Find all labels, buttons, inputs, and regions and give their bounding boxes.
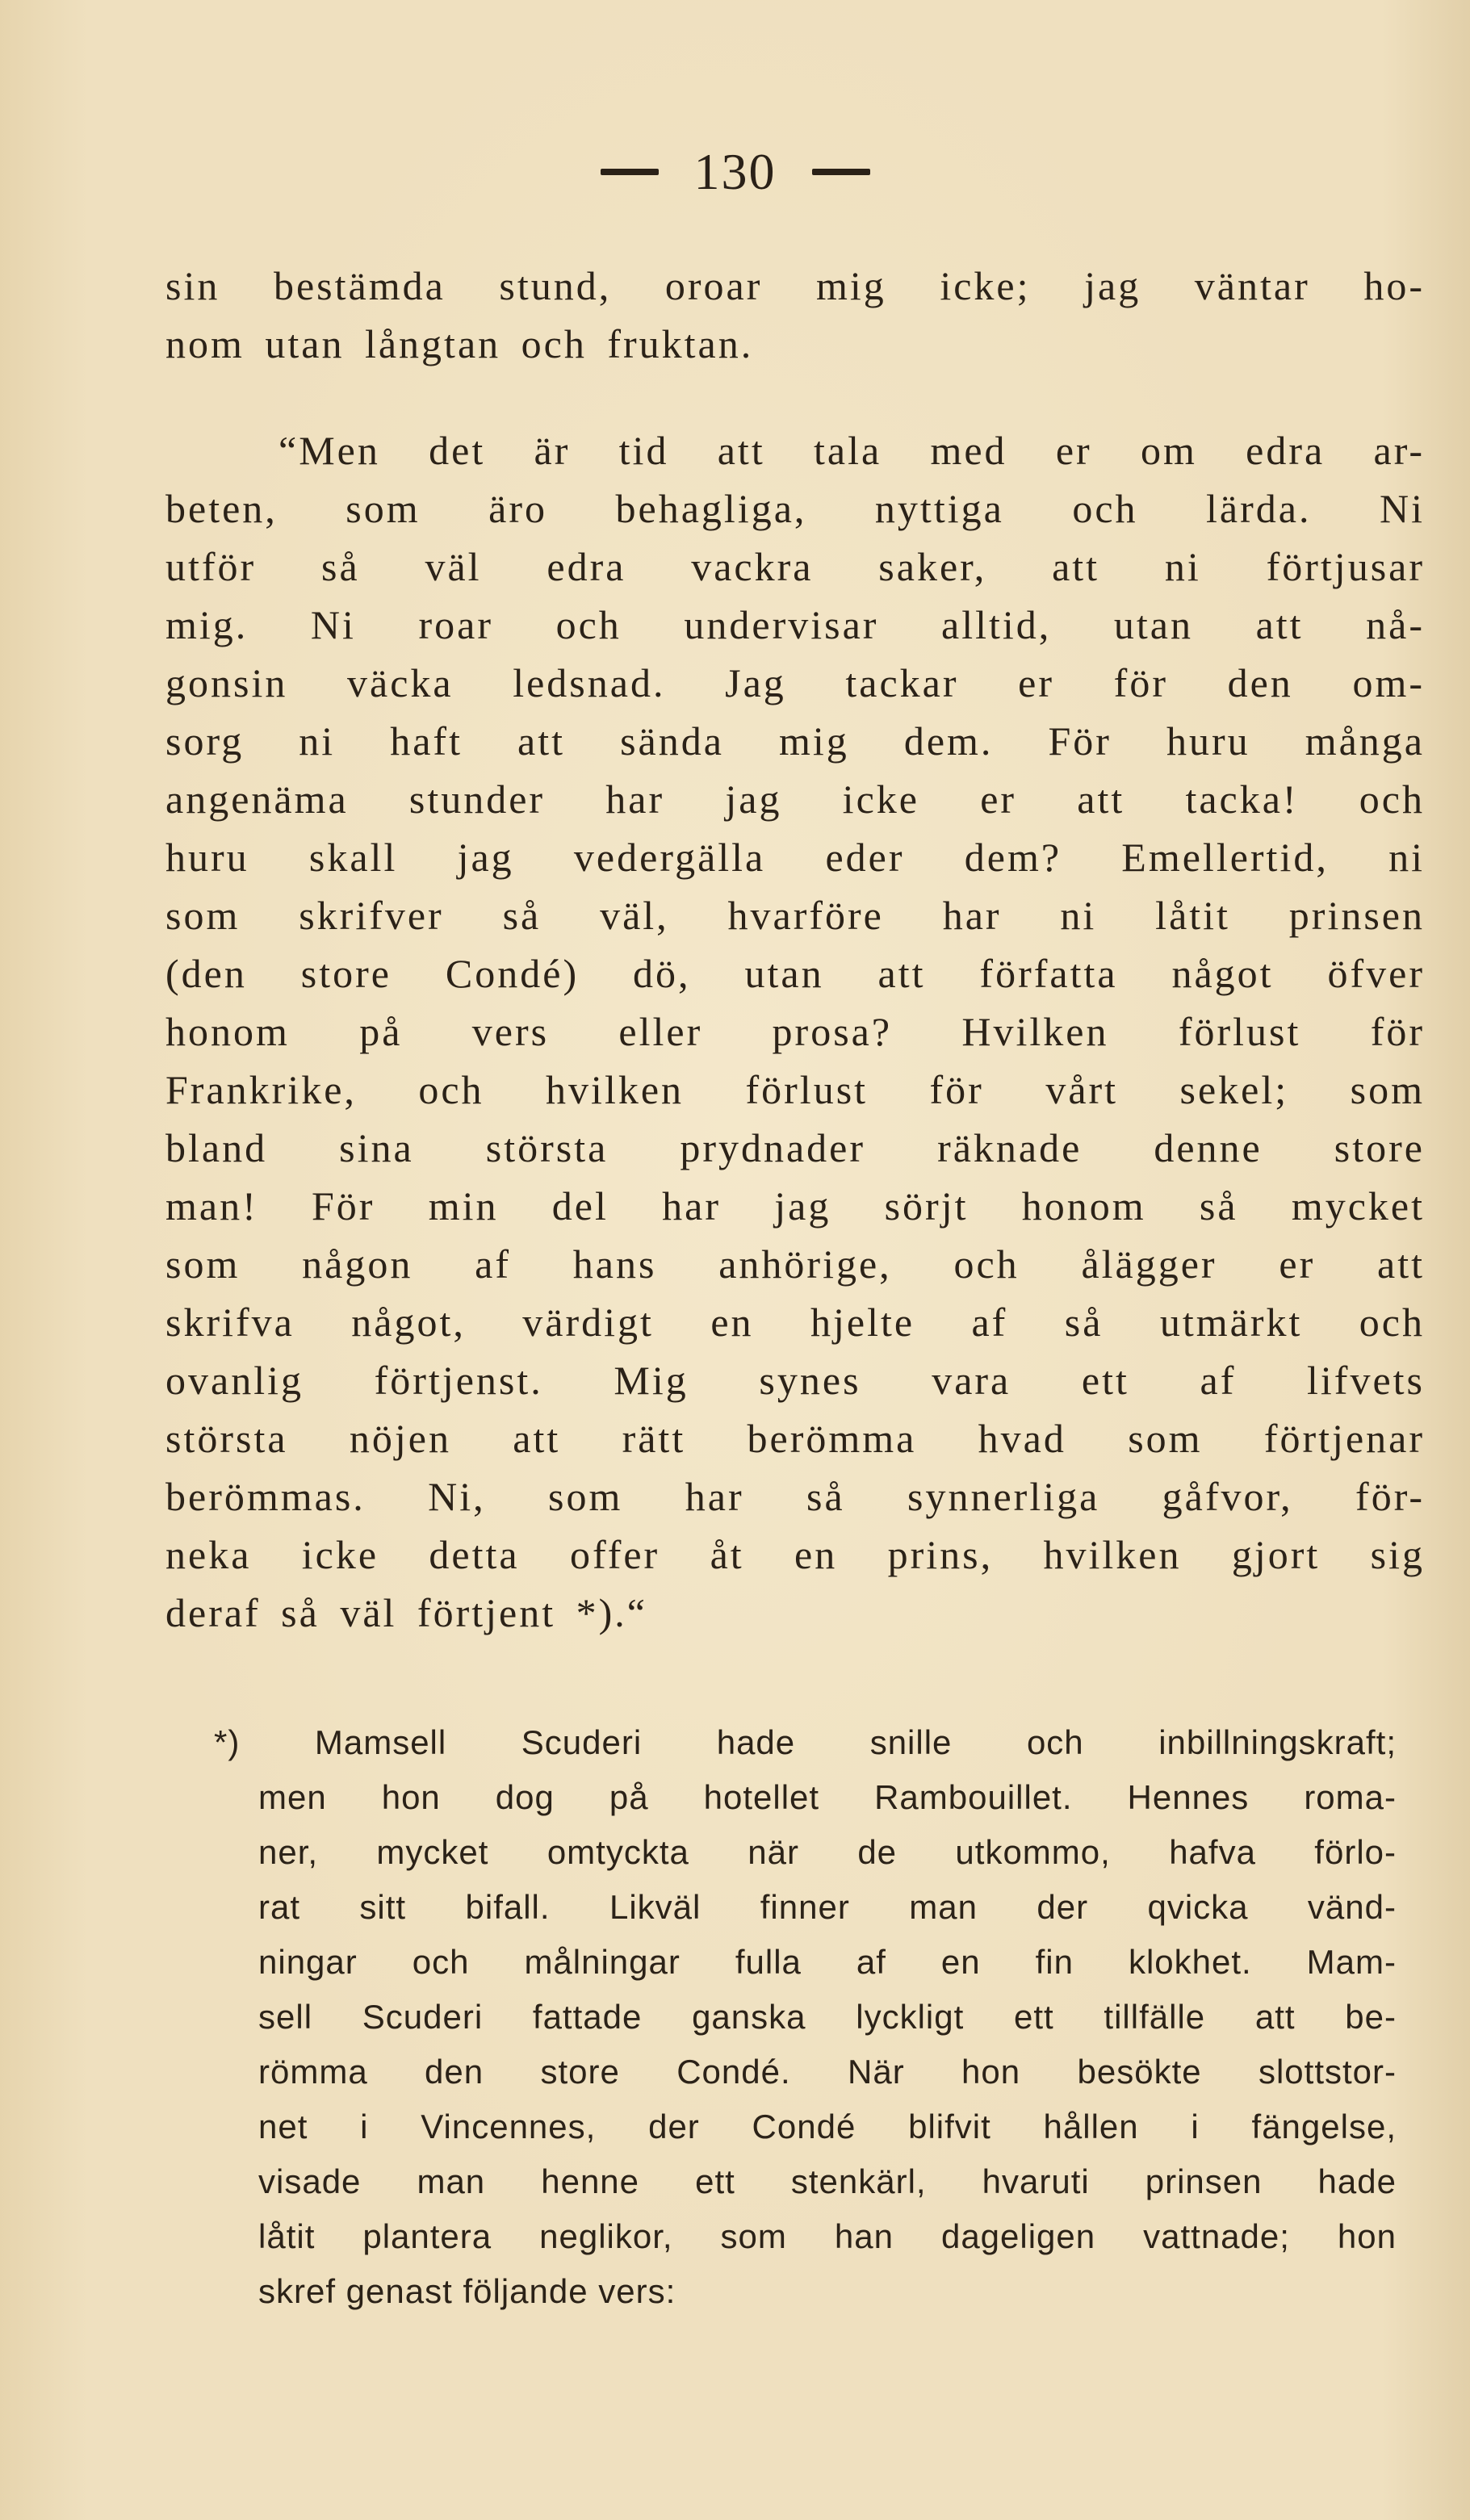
text-line: (den store Condé) dö, utan att författa något öfver bbox=[165, 951, 1425, 996]
footnote-line: net i Vincennes, der Condé blifvit hållen i fängelse, bbox=[258, 2108, 1397, 2145]
main-text bbox=[165, 257, 1425, 1642]
footnote-line: visade man henne ett stenkärl, hvaruti prinsen hade bbox=[258, 2162, 1397, 2200]
text-line: bland sina största prydnader räknade denne store bbox=[165, 1125, 1425, 1170]
footnote-line: sell Scuderi fattade ganska lyckligt ett tillfälle att be- bbox=[258, 1998, 1397, 2036]
footnote-line: låtit plantera neglikor, som han dageligen vattnade; hon bbox=[258, 2217, 1397, 2255]
text-line: nom utan långtan och fruktan. bbox=[165, 321, 754, 366]
text-line: berömmas. Ni, som har så synnerliga gåfvor, för- bbox=[165, 1474, 1425, 1519]
text-line: sin bestämda stund, oroar mig icke; jag väntar ho- bbox=[165, 263, 1425, 308]
text-line: som skrifver så väl, hvarföre har ni låtit prinsen bbox=[165, 893, 1425, 938]
text-line: beten, som äro behagliga, nyttiga och lärda. Ni bbox=[165, 486, 1425, 531]
text-line: utför så väl edra vackra saker, att ni förtjusar bbox=[165, 544, 1425, 589]
footnote-line: ner, mycket omtyckta när de utkommo, hafva förlo- bbox=[258, 1833, 1397, 1871]
text-line: honom på vers eller prosa? Hvilken förlust för bbox=[165, 1009, 1425, 1054]
paragraph-gap bbox=[165, 373, 1425, 421]
right-dash-ornament bbox=[812, 169, 870, 175]
left-dash-ornament bbox=[601, 169, 659, 175]
text-line: deraf så väl förtjent *).“ bbox=[165, 1590, 647, 1635]
page-number: 130 bbox=[693, 143, 777, 201]
text-line: man! För min del har jag sörjt honom så mycket bbox=[165, 1183, 1425, 1229]
text-line: gonsin väcka ledsnad. Jag tackar er för den om- bbox=[165, 660, 1425, 705]
text-line: neka icke detta offer åt en prins, hvilken gjort sig bbox=[165, 1532, 1425, 1577]
text-line: angenäma stunder har jag icke er att tacka! och bbox=[165, 777, 1425, 822]
footnote bbox=[214, 1715, 1397, 2319]
text-line: Frankrike, och hvilken förlust för vårt sekel; som bbox=[165, 1067, 1425, 1112]
footnote-line: skref genast följande vers: bbox=[258, 2272, 676, 2310]
text-line: skrifva något, värdigt en hjelte af så utmärkt och bbox=[165, 1300, 1425, 1345]
page-header bbox=[0, 137, 1470, 202]
footnote-line: ningar och målningar fulla af en fin klokhet. Mam- bbox=[258, 1943, 1397, 1981]
text-line: sorg ni haft att sända mig dem. För huru många bbox=[165, 718, 1425, 764]
footnote-line: rat sitt bifall. Likväl finner man der qvicka vänd- bbox=[258, 1888, 1397, 1926]
text-line: som någon af hans anhörige, och ålägger er att bbox=[165, 1241, 1425, 1287]
text-line: ovanlig förtjenst. Mig synes vara ett af lifvets bbox=[165, 1358, 1425, 1403]
text-line: mig. Ni roar och undervisar alltid, utan att nå- bbox=[165, 602, 1425, 647]
text-line: största nöjen att rätt berömma hvad som förtjenar bbox=[165, 1416, 1425, 1461]
footnote-line: *) Mamsell Scuderi hade snille och inbillningskraft; bbox=[214, 1723, 1397, 1761]
text-line: huru skall jag vedergälla eder dem? Emellertid, ni bbox=[165, 835, 1425, 880]
footnote-line: römma den store Condé. När hon besökte slottstor- bbox=[258, 2053, 1397, 2091]
text-line: “Men det är tid att tala med er om edra ar- bbox=[279, 428, 1425, 473]
footnote-line: men hon dog på hotellet Rambouillet. Hennes roma- bbox=[258, 1778, 1397, 1816]
